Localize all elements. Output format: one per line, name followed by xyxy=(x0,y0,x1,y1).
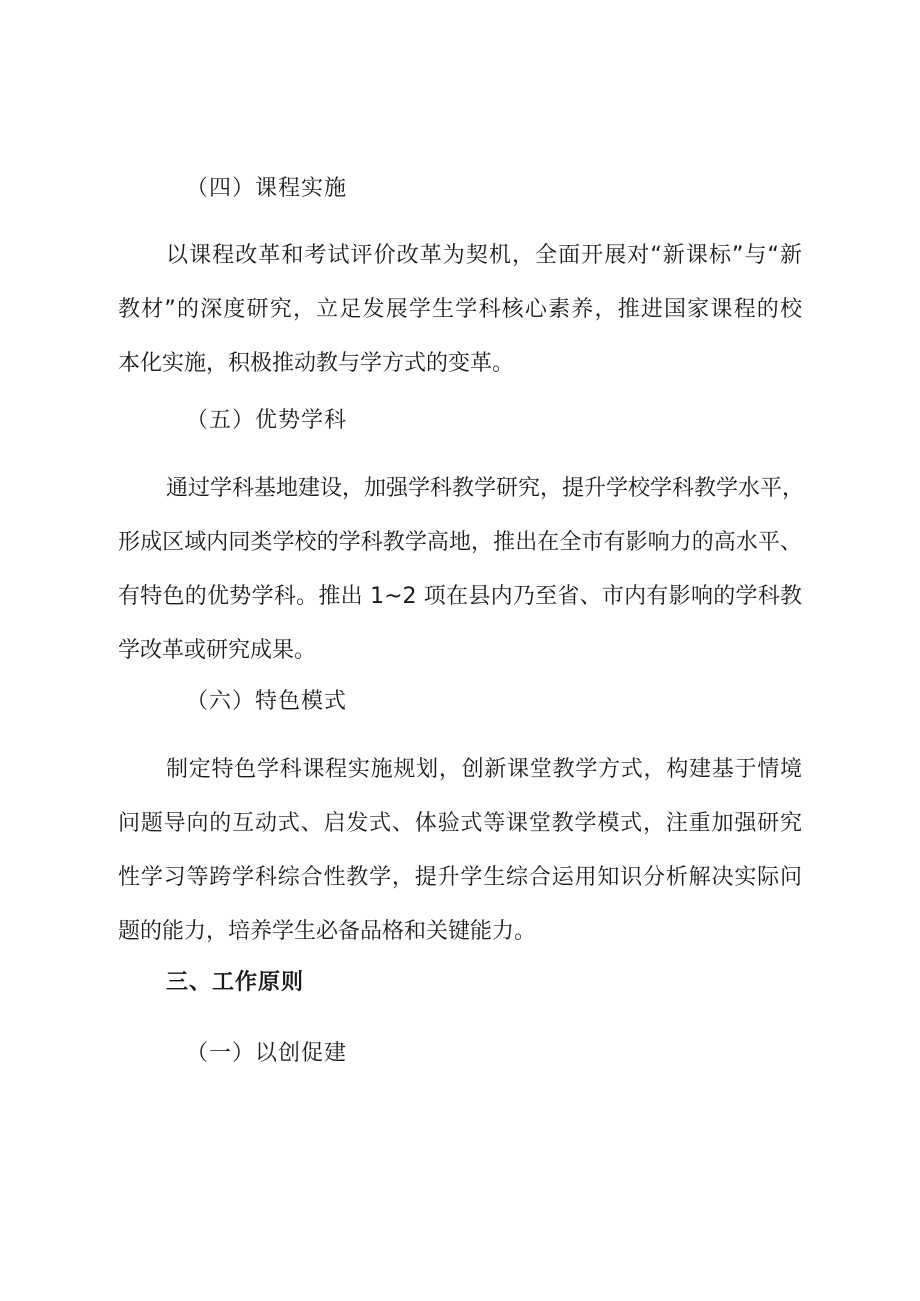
paragraph-line: 形成区域内同类学校的学科教学高地，推出在全市有影响力的高水平、 xyxy=(118,530,802,555)
paragraph-line: 有特色的优势学科。推出 1~2 项在县内乃至省、市内有影响的学科教 xyxy=(118,584,802,609)
subheading-featured-models: （六）特色模式 xyxy=(186,689,348,714)
paragraph-advantage-subjects xyxy=(118,462,805,678)
paragraph-line: 教材”的深度研究，立足发展学生学科核心素养，推进国家课程的校 xyxy=(118,297,802,322)
paragraph-line: 性学习等跨学科综合性教学，提升学生综合运用知识分析解决实际问 xyxy=(118,865,802,890)
paragraph-line: 通过学科基地建设，加强学科教学研究，提升学校学科教学水平， xyxy=(166,476,805,501)
subheading-advantage-subjects: （五）优势学科 xyxy=(186,408,348,433)
paragraph-line: 本化实施，积极推动教与学方式的变革。 xyxy=(118,351,515,376)
paragraph-line: 以课程改革和考试评价改革为契机，全面开展对“新课标”与“新 xyxy=(166,243,802,268)
subheading-promote-construction: （一）以创促建 xyxy=(186,1041,348,1066)
subheading-curriculum-implementation: （四）课程实施 xyxy=(186,176,348,201)
paragraph-featured-models xyxy=(118,743,802,959)
paragraph-line: 制定特色学科课程实施规划，创新课堂教学方式，构建基于情境 xyxy=(166,757,802,782)
paragraph-line: 学改革或研究成果。 xyxy=(118,638,317,663)
paragraph-line: 题的能力，培养学生必备品格和关键能力。 xyxy=(118,919,537,944)
paragraph-line: 问题导向的互动式、启发式、体验式等课堂教学模式，注重加强研究 xyxy=(118,811,802,836)
paragraph-curriculum-implementation xyxy=(118,229,802,391)
section-heading-work-principles: 三、工作原则 xyxy=(166,970,305,995)
